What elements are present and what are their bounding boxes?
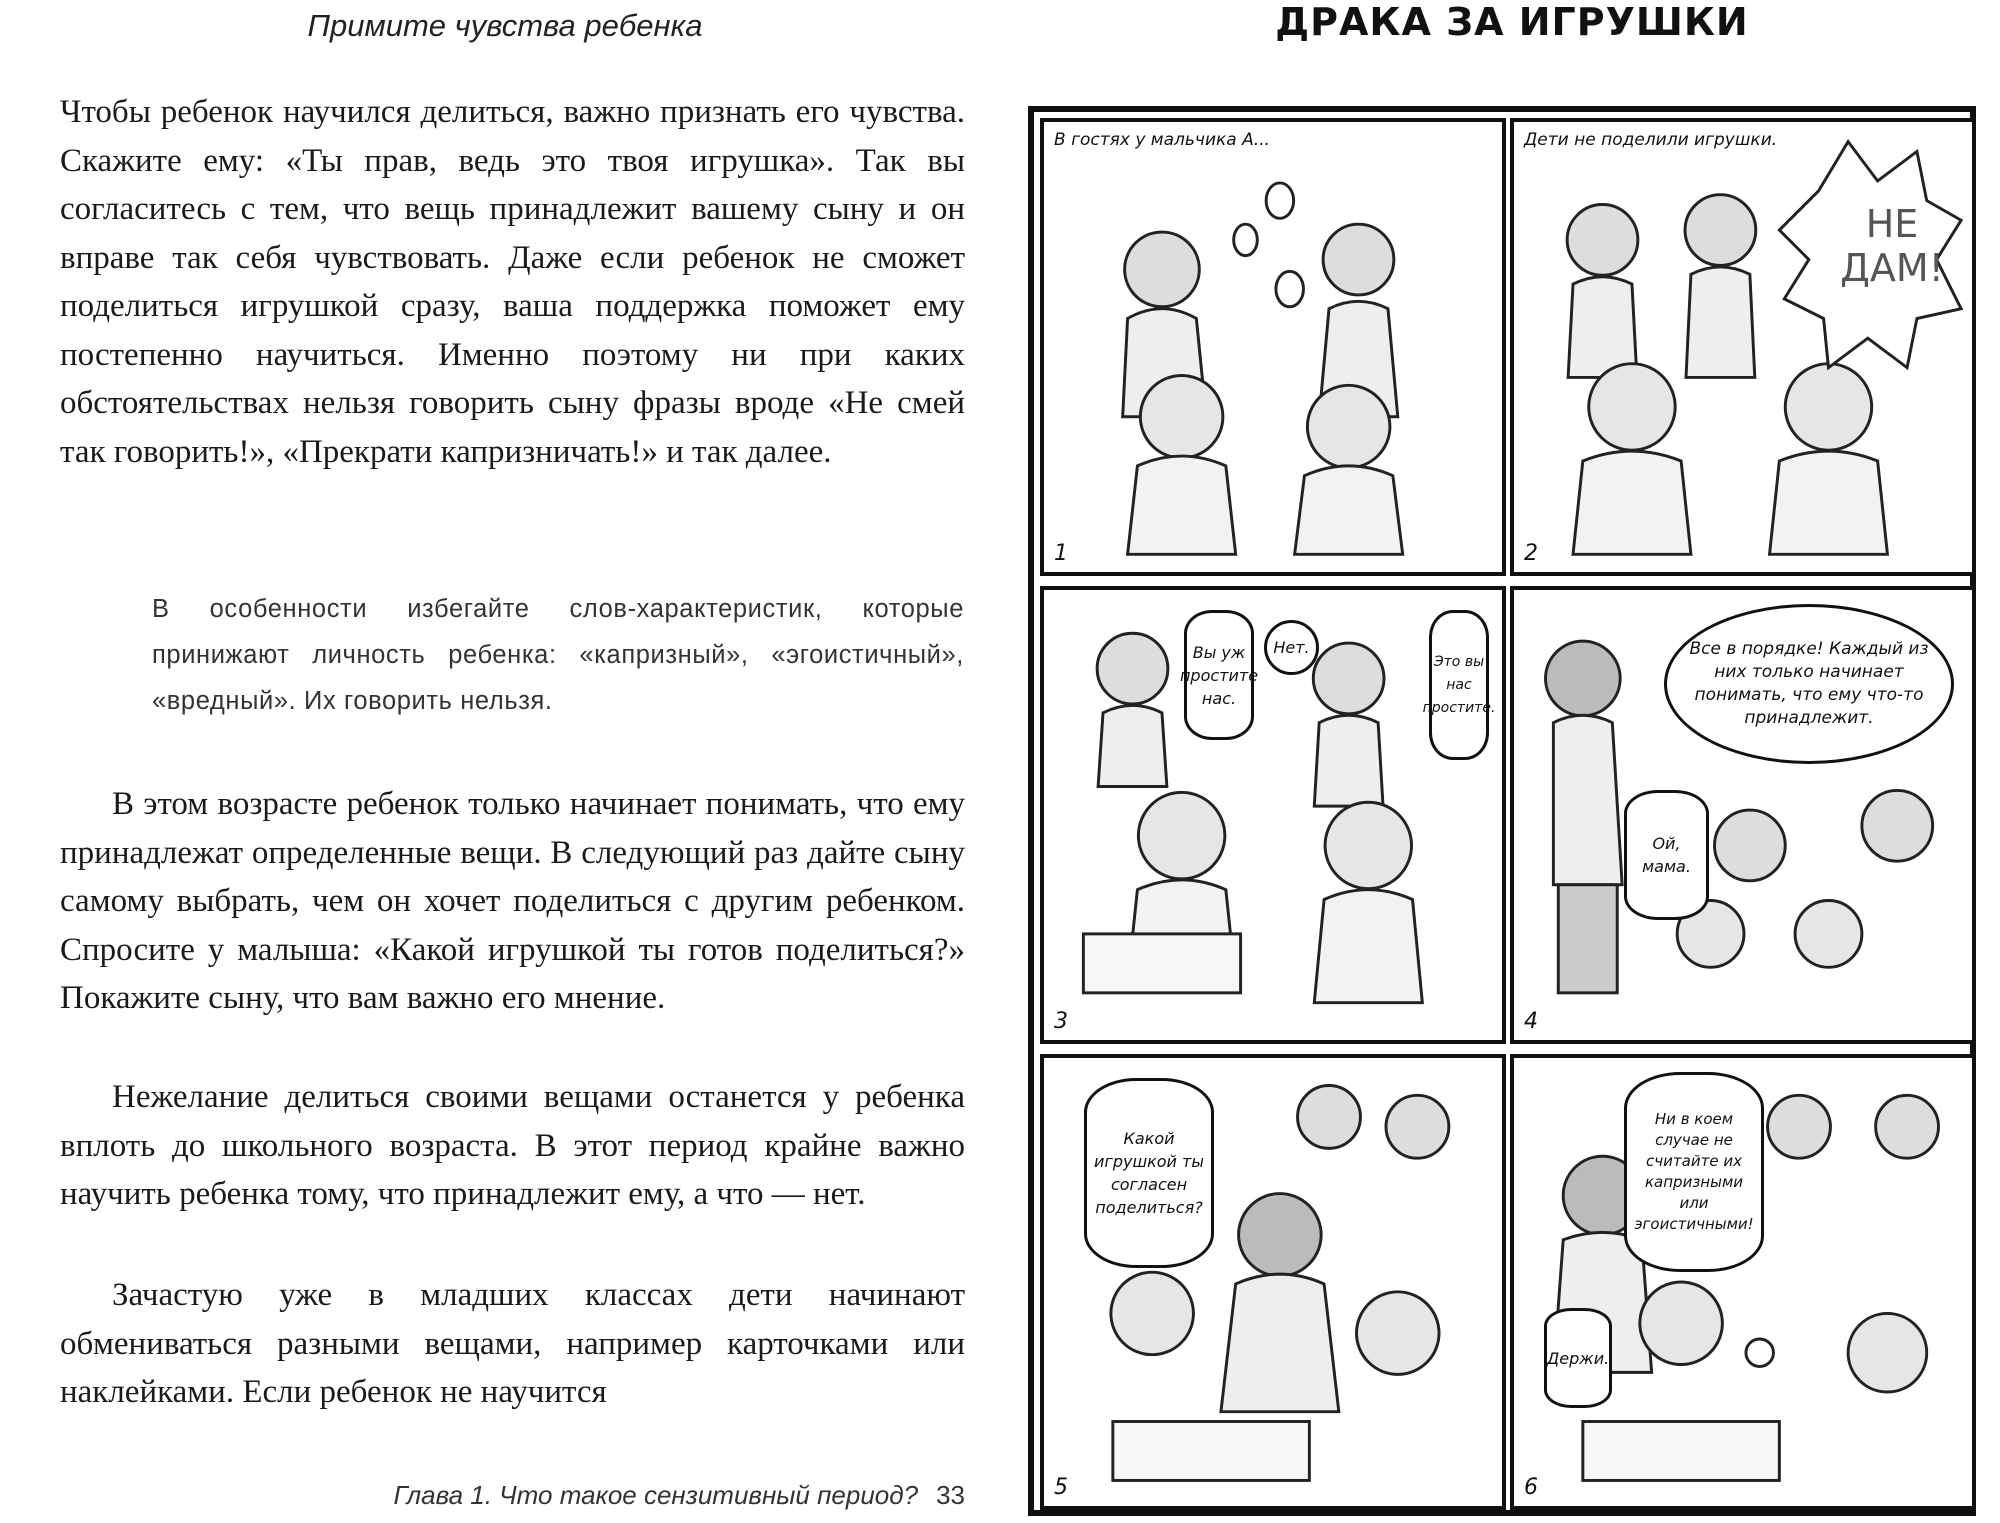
note-block: В особенности избегайте слов-характеристик, которые принижают личность ребенка: «капризный», «эгоистичный», «вредный». Их говорить нельзя. [152, 595, 964, 715]
paragraph-1: Чтобы ребенок научился делиться, важно признать его чувства. Скажите ему: «Ты прав, ведь это твоя игрушка». Так вы согласитесь с тем, что вещь принадлежит вашему сыну и он вправе так себя чувствовать. Даже если ребенок не сможет поделиться игрушкой сразу, ваша поддержка поможет ему постепенно научиться. Именно поэтому ни при каких обстоятельствах нельзя говорить сыну фразы вроде «Не смей так говорить!», «Прекрати капризничать!» и так далее. [60, 94, 965, 470]
paragraph-2: В этом возрасте ребенок только начинает понимать, что ему принадлежат определенные вещи. В следующий раз дайте сыну самому выбрать, чем он хочет поделиться с другим ребенком. Спросите у малыша: «Какой игрушкой ты готов поделиться?» Покажите сыну, что вам важно его мнение. [60, 786, 965, 1016]
panel-3-bubble-b: Нет. [1264, 620, 1319, 675]
panel-3-number: 3 [1054, 1009, 1068, 1034]
panel-4-bubble-a: Все в порядке! Каждый из них только начинает понимать, что ему что-то принадлежит. [1664, 604, 1954, 764]
panel-2-shout: НЕ ДАМ! [1840, 202, 1944, 290]
comic-panel-5 [1040, 1054, 1506, 1510]
panel-5-number: 5 [1054, 1475, 1068, 1500]
panel-1-illustration [1044, 122, 1502, 572]
panel-2-illustration [1514, 122, 1972, 572]
panel-1-caption: В гостях у мальчика А... [1054, 130, 1270, 150]
footer-chapter: Глава 1. Что такое сензитивный период? [393, 1480, 919, 1510]
panel-3-bubble-a: Вы уж простите нас. [1184, 610, 1254, 740]
comic-title: ДРАКА ЗА ИГРУШКИ [1275, 0, 1749, 44]
paragraph-4: Зачастую уже в младших классах дети начинают обмениваться разными вещами, например карточками или наклейками. Если ребенок не научится [60, 1277, 965, 1410]
panel-1-number: 1 [1054, 541, 1068, 566]
comic-panel-3 [1040, 586, 1506, 1044]
panel-5-bubble-a: Какой игрушкой ты согласен поделиться? [1084, 1078, 1214, 1268]
paragraph-3: Нежелание делиться своими вещами останется у ребенка вплоть до школьного возраста. В этот период крайне важно научить ребенка тому, что принадлежит ему, а что — нет. [60, 1079, 965, 1212]
page-number: 33 [936, 1480, 965, 1510]
running-head: Примите чувства ребенка [307, 8, 703, 43]
comic-panel-1 [1040, 118, 1506, 576]
panel-2-caption: Дети не поделили игрушки. [1524, 130, 1778, 150]
page-footer [60, 1480, 965, 1511]
panel-4-bubble-b: Ой, мама. [1624, 790, 1709, 920]
panel-6-bubble-b: Держи. [1544, 1308, 1612, 1408]
panel-6-number: 6 [1524, 1475, 1538, 1500]
comic-panel-2 [1510, 118, 1976, 576]
comic-panel-4 [1510, 586, 1976, 1044]
comic-panel-6 [1510, 1054, 1976, 1510]
panel-4-number: 4 [1524, 1009, 1538, 1034]
panel-3-bubble-c: Это вы нас простите. [1429, 610, 1489, 760]
panel-2-number: 2 [1524, 541, 1538, 566]
panel-6-bubble-a: Ни в коем случае не считайте их капризными или эгоистичными! [1624, 1072, 1764, 1272]
comic-strip [1028, 106, 1976, 1516]
